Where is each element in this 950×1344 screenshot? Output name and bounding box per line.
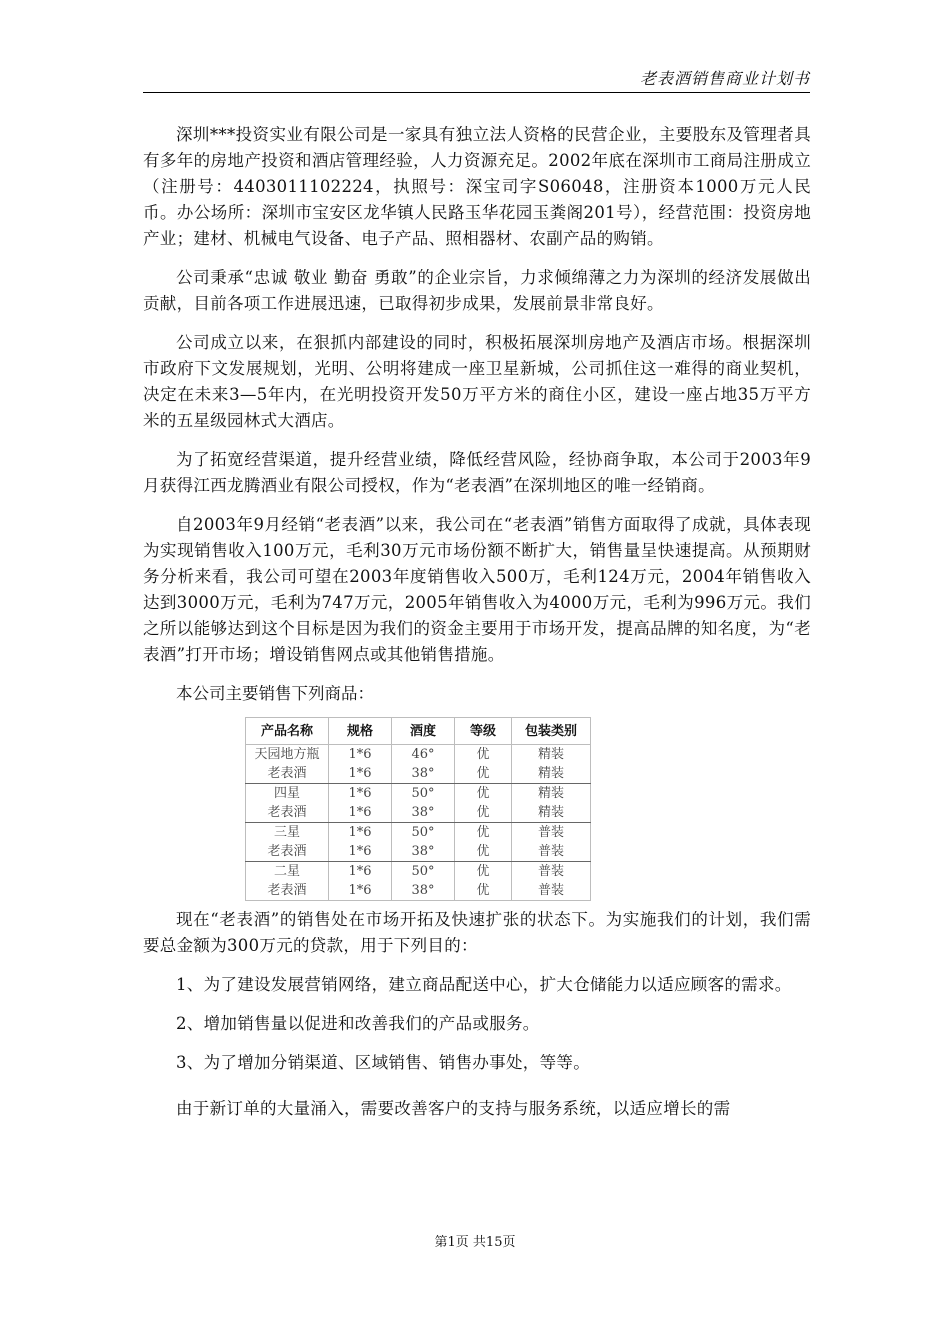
table-row — [246, 881, 591, 901]
list-item: 1、为了建设发展营销网络，建立商品配送中心，扩大仓储能力以适应顾客的需求。 — [176, 975, 792, 994]
paragraph-company-intro: 深圳***投资实业有限公司是一家具有独立法人资格的民营企业，主要股东及管理者具有多年的房地产投资和酒店管理经验，人力资源充足。2002年底在深圳市工商局注册成立（注册号：4403011102224，执照号：深宝司字S06048，注册资本1000万元人民币。办公场所：深圳市宝安区龙华镇人民路玉华花园玉粪阁201号），经营范围：投资房地产业；建材、机械电气设备、电子产品、照相器材、农副产品的购销。 — [143, 125, 811, 248]
table-intro: 本公司主要销售下列商品： — [176, 684, 374, 703]
header-title: 老表酒销售商业计划书 — [639, 69, 810, 88]
table-cell: 精装 — [512, 784, 591, 804]
body-text — [143, 122, 811, 1135]
column-header: 等级 — [455, 718, 512, 745]
table-cell: 老表酒 — [246, 881, 329, 901]
table-cell: 优 — [455, 803, 512, 823]
table-cell: 1*6 — [329, 745, 392, 765]
paragraph-sales-results: 自2003年9月经销“老表酒”以来，我公司在“老表酒”销售方面取得了成就，具体表现为实现销售收入100万元，毛利30万元市场份额不断扩大，销售量呈快速提高。从预期财务分析来看，我公司可望在2003年度销售收入500万，毛利124万元，2004年销售收入达到3000万元，毛利为747万元，2005年销售收入为4000万元，毛利为996万元。我们之所以能够达到这个目标是因为我们的资金主要用于市场开发，提高品牌的知名度，为“老表酒”打开市场；增设销售网点或其他销售措施。 — [143, 515, 811, 664]
table-cell: 38° — [392, 803, 455, 823]
table-cell: 老表酒 — [246, 803, 329, 823]
page-footer: 第1页 共15页 — [434, 1235, 516, 1250]
product-table-wrapper — [245, 717, 811, 901]
paragraph-expansion: 公司成立以来，在狠抓内部建设的同时，积极拓展深圳房地产及酒店市场。根据深圳市政府下文发展规划，光明、公明将建成一座卫星新城，公司抓住这一难得的商业契机，决定在未来3—5年内，在光明投资开发50万平方米的商住小区，建设一座占地35万平方米的五星级园林式大酒店。 — [143, 333, 811, 430]
column-header: 包装类别 — [512, 718, 591, 745]
table-cell: 优 — [455, 842, 512, 862]
table-row — [246, 803, 591, 823]
table-cell: 38° — [392, 842, 455, 862]
table-cell: 老表酒 — [246, 764, 329, 784]
paragraph-service-system: 由于新订单的大量涌入，需要改善客户的支持与服务系统，以适应增长的需 — [176, 1099, 731, 1118]
column-header: 规格 — [329, 718, 392, 745]
table-cell: 1*6 — [329, 842, 392, 862]
table-cell: 天园地方瓶 — [246, 745, 329, 765]
table-cell: 1*6 — [329, 803, 392, 823]
table-cell: 1*6 — [329, 784, 392, 804]
product-table — [245, 717, 591, 901]
paragraph-mission: 公司秉承“忠诚 敬业 勤奋 勇敢”的企业宗旨，力求倾绵薄之力为深圳的经济发展做出贡献，目前各项工作进展迅速，已取得初步成果，发展前景非常良好。 — [143, 268, 811, 313]
table-row — [246, 764, 591, 784]
table-cell: 优 — [455, 784, 512, 804]
table-cell: 46° — [392, 745, 455, 765]
table-header-row — [246, 718, 591, 745]
column-header: 产品名称 — [246, 718, 329, 745]
table-cell: 优 — [455, 862, 512, 882]
table-cell: 优 — [455, 745, 512, 765]
paragraph-loan-need: 现在“老表酒”的销售处在市场开拓及快速扩张的状态下。为实施我们的计划，我们需要总金额为300万元的贷款，用于下列目的： — [143, 910, 811, 955]
table-cell: 精装 — [512, 764, 591, 784]
table-cell: 四星 — [246, 784, 329, 804]
table-row — [246, 745, 591, 765]
table-cell: 优 — [455, 881, 512, 901]
table-cell: 1*6 — [329, 881, 392, 901]
table-cell: 精装 — [512, 803, 591, 823]
table-cell: 普装 — [512, 823, 591, 843]
table-row — [246, 842, 591, 862]
table-cell: 38° — [392, 881, 455, 901]
table-cell: 二星 — [246, 862, 329, 882]
table-cell: 50° — [392, 862, 455, 882]
table-cell: 普装 — [512, 862, 591, 882]
table-cell: 38° — [392, 764, 455, 784]
paragraph-authorization: 为了拓宽经营渠道，提升经营业绩，降低经营风险，经协商争取，本公司于2003年9月获得江西龙腾酒业有限公司授权，作为“老表酒”在深圳地区的唯一经销商。 — [143, 450, 811, 495]
table-cell: 三星 — [246, 823, 329, 843]
list-item: 3、为了增加分销渠道、区域销售、销售办事处，等等。 — [176, 1053, 590, 1072]
table-cell: 1*6 — [329, 764, 392, 784]
table-cell: 普装 — [512, 842, 591, 862]
column-header: 酒度 — [392, 718, 455, 745]
table-cell: 优 — [455, 823, 512, 843]
table-cell: 1*6 — [329, 862, 392, 882]
table-cell: 老表酒 — [246, 842, 329, 862]
table-cell: 1*6 — [329, 823, 392, 843]
table-row — [246, 823, 591, 843]
table-cell: 优 — [455, 764, 512, 784]
list-item: 2、增加销售量以促进和改善我们的产品或服务。 — [176, 1014, 540, 1033]
table-cell: 普装 — [512, 881, 591, 901]
table-cell: 50° — [392, 784, 455, 804]
table-cell: 50° — [392, 823, 455, 843]
table-cell: 精装 — [512, 745, 591, 765]
table-row — [246, 784, 591, 804]
header-rule — [143, 92, 810, 93]
table-row — [246, 862, 591, 882]
